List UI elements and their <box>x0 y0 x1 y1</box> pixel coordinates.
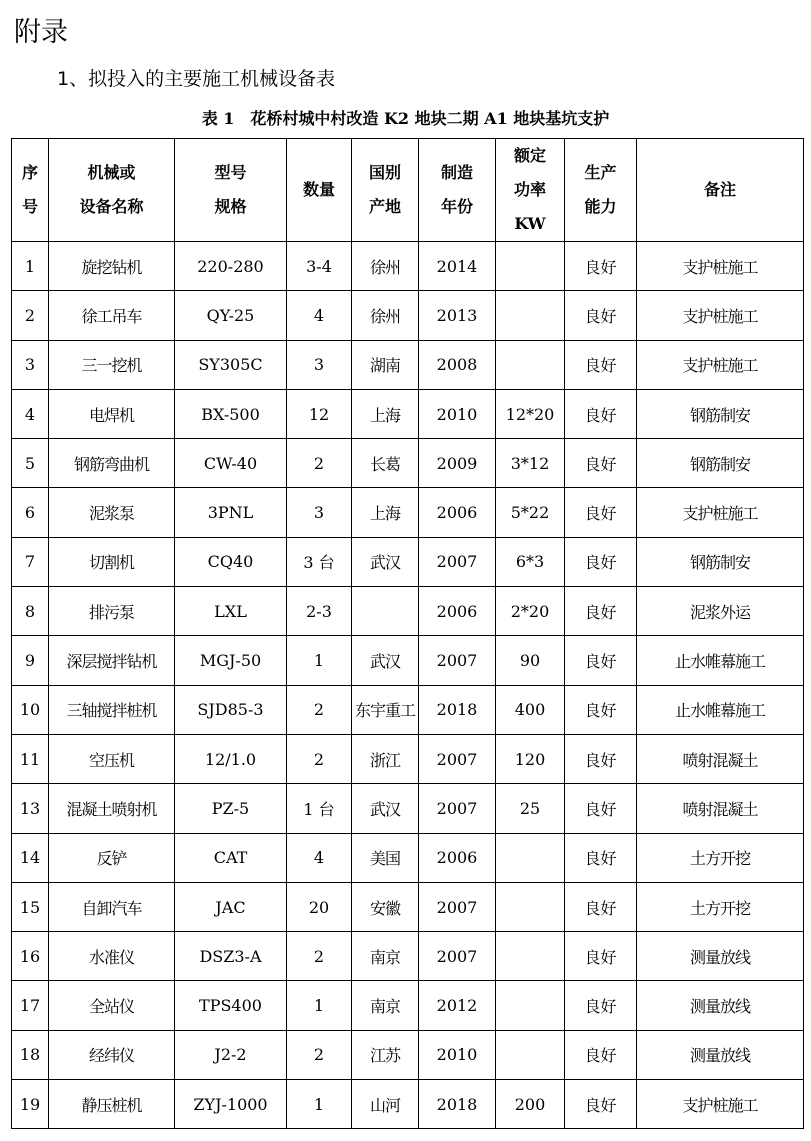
cell-year: 2007 <box>419 537 496 586</box>
cell-power <box>496 882 565 931</box>
cell-model: ZYJ-1000 <box>175 1080 287 1129</box>
cell-remarks: 支护桩施工 <box>637 488 804 537</box>
table-row <box>12 833 804 882</box>
table-row <box>12 587 804 636</box>
cell-power: 25 <box>496 784 565 833</box>
cell-model: QY-25 <box>175 291 287 340</box>
cell-index: 13 <box>12 784 49 833</box>
cell-remarks: 钢筋制安 <box>637 537 804 586</box>
cell-origin: 安徽 <box>352 882 419 931</box>
cell-power: 5*22 <box>496 488 565 537</box>
cell-quantity: 3 <box>287 340 352 389</box>
cell-quantity: 1 <box>287 1080 352 1129</box>
cell-quantity: 2 <box>287 439 352 488</box>
cell-equipment-name: 静压桩机 <box>49 1080 175 1129</box>
cell-year: 2007 <box>419 932 496 981</box>
table-body <box>12 242 804 1129</box>
cell-capacity: 良好 <box>565 734 637 783</box>
cell-year: 2010 <box>419 389 496 438</box>
cell-quantity: 1 <box>287 981 352 1030</box>
cell-equipment-name: 徐工吊车 <box>49 291 175 340</box>
cell-equipment-name: 泥浆泵 <box>49 488 175 537</box>
cell-quantity: 3-4 <box>287 242 352 291</box>
cell-power: 3*12 <box>496 439 565 488</box>
table-row <box>12 784 804 833</box>
equipment-table <box>11 138 804 1129</box>
cell-capacity: 良好 <box>565 932 637 981</box>
cell-model: J2-2 <box>175 1030 287 1079</box>
cell-equipment-name: 经纬仪 <box>49 1030 175 1079</box>
cell-origin: 湖南 <box>352 340 419 389</box>
cell-model: 12/1.0 <box>175 734 287 783</box>
cell-index: 8 <box>12 587 49 636</box>
cell-quantity: 2-3 <box>287 587 352 636</box>
cell-year: 2009 <box>419 439 496 488</box>
cell-capacity: 良好 <box>565 488 637 537</box>
table-row <box>12 291 804 340</box>
cell-equipment-name: 排污泵 <box>49 587 175 636</box>
cell-remarks: 支护桩施工 <box>637 340 804 389</box>
cell-remarks: 钢筋制安 <box>637 439 804 488</box>
cell-index: 11 <box>12 734 49 783</box>
cell-power <box>496 1030 565 1079</box>
cell-quantity: 20 <box>287 882 352 931</box>
cell-index: 15 <box>12 882 49 931</box>
cell-capacity: 良好 <box>565 439 637 488</box>
cell-remarks: 泥浆外运 <box>637 587 804 636</box>
cell-remarks: 土方开挖 <box>637 882 804 931</box>
cell-model: SY305C <box>175 340 287 389</box>
cell-quantity: 2 <box>287 932 352 981</box>
cell-year: 2006 <box>419 488 496 537</box>
cell-power: 12*20 <box>496 389 565 438</box>
cell-year: 2010 <box>419 1030 496 1079</box>
cell-origin: 武汉 <box>352 784 419 833</box>
cell-year: 2006 <box>419 587 496 636</box>
cell-power: 2*20 <box>496 587 565 636</box>
cell-quantity: 3 <box>287 488 352 537</box>
cell-year: 2014 <box>419 242 496 291</box>
table-row <box>12 242 804 291</box>
cell-index: 4 <box>12 389 49 438</box>
cell-quantity: 4 <box>287 833 352 882</box>
cell-power <box>496 833 565 882</box>
cell-remarks: 钢筋制安 <box>637 389 804 438</box>
table-row <box>12 389 804 438</box>
cell-capacity: 良好 <box>565 242 637 291</box>
cell-model: 3PNL <box>175 488 287 537</box>
table-row <box>12 340 804 389</box>
cell-index: 9 <box>12 636 49 685</box>
cell-origin: 上海 <box>352 389 419 438</box>
cell-equipment-name: 电焊机 <box>49 389 175 438</box>
cell-quantity: 2 <box>287 1030 352 1079</box>
cell-index: 16 <box>12 932 49 981</box>
table-row <box>12 488 804 537</box>
header-cell-equipment-name: 机械或 设备名称 <box>49 139 175 242</box>
cell-remarks: 支护桩施工 <box>637 1080 804 1129</box>
cell-year: 2018 <box>419 1080 496 1129</box>
cell-index: 19 <box>12 1080 49 1129</box>
header-cell-quantity: 数量 <box>287 139 352 242</box>
cell-year: 2007 <box>419 784 496 833</box>
table-row <box>12 981 804 1030</box>
header-cell-power: 额定 功率 KW <box>496 139 565 242</box>
cell-origin: 江苏 <box>352 1030 419 1079</box>
cell-power <box>496 340 565 389</box>
header-cell-capacity: 生产 能力 <box>565 139 637 242</box>
cell-capacity: 良好 <box>565 291 637 340</box>
cell-origin: 上海 <box>352 488 419 537</box>
table-row <box>12 537 804 586</box>
cell-model: MGJ-50 <box>175 636 287 685</box>
cell-year: 2007 <box>419 636 496 685</box>
cell-remarks: 喷射混凝土 <box>637 784 804 833</box>
cell-origin: 南京 <box>352 981 419 1030</box>
header-cell-origin: 国别 产地 <box>352 139 419 242</box>
cell-model: CQ40 <box>175 537 287 586</box>
cell-index: 10 <box>12 685 49 734</box>
cell-power: 400 <box>496 685 565 734</box>
cell-model: 220-280 <box>175 242 287 291</box>
cell-equipment-name: 空压机 <box>49 734 175 783</box>
cell-model: TPS400 <box>175 981 287 1030</box>
cell-year: 2018 <box>419 685 496 734</box>
cell-quantity: 1 台 <box>287 784 352 833</box>
appendix-title: 附录 <box>14 17 68 48</box>
cell-origin: 浙江 <box>352 734 419 783</box>
cell-power: 200 <box>496 1080 565 1129</box>
cell-year: 2007 <box>419 734 496 783</box>
cell-equipment-name: 混凝土喷射机 <box>49 784 175 833</box>
cell-equipment-name: 自卸汽车 <box>49 882 175 931</box>
cell-index: 6 <box>12 488 49 537</box>
cell-quantity: 2 <box>287 685 352 734</box>
cell-remarks: 测量放线 <box>637 1030 804 1079</box>
cell-capacity: 良好 <box>565 1030 637 1079</box>
cell-capacity: 良好 <box>565 833 637 882</box>
cell-index: 3 <box>12 340 49 389</box>
cell-origin: 武汉 <box>352 537 419 586</box>
cell-model: CAT <box>175 833 287 882</box>
cell-model: BX-500 <box>175 389 287 438</box>
cell-year: 2012 <box>419 981 496 1030</box>
cell-remarks: 止水帷幕施工 <box>637 685 804 734</box>
cell-equipment-name: 三轴搅拌桩机 <box>49 685 175 734</box>
cell-quantity: 1 <box>287 636 352 685</box>
cell-origin: 徐州 <box>352 242 419 291</box>
cell-power: 90 <box>496 636 565 685</box>
cell-model: SJD85-3 <box>175 685 287 734</box>
cell-index: 17 <box>12 981 49 1030</box>
cell-capacity: 良好 <box>565 981 637 1030</box>
cell-remarks: 支护桩施工 <box>637 291 804 340</box>
table-row <box>12 439 804 488</box>
cell-quantity: 12 <box>287 389 352 438</box>
section-heading: 1、拟投入的主要施工机械设备表 <box>57 68 336 90</box>
cell-power <box>496 981 565 1030</box>
cell-quantity: 4 <box>287 291 352 340</box>
cell-capacity: 良好 <box>565 340 637 389</box>
table-row <box>12 1030 804 1079</box>
cell-remarks: 支护桩施工 <box>637 242 804 291</box>
table-row <box>12 932 804 981</box>
cell-capacity: 良好 <box>565 882 637 931</box>
cell-remarks: 测量放线 <box>637 932 804 981</box>
cell-equipment-name: 深层搅拌钻机 <box>49 636 175 685</box>
cell-index: 18 <box>12 1030 49 1079</box>
cell-index: 2 <box>12 291 49 340</box>
cell-remarks: 喷射混凝土 <box>637 734 804 783</box>
cell-origin: 美国 <box>352 833 419 882</box>
table-row <box>12 685 804 734</box>
cell-year: 2013 <box>419 291 496 340</box>
cell-equipment-name: 反铲 <box>49 833 175 882</box>
cell-index: 1 <box>12 242 49 291</box>
cell-equipment-name: 三一挖机 <box>49 340 175 389</box>
header-cell-remarks: 备注 <box>637 139 804 242</box>
cell-origin: 山河 <box>352 1080 419 1129</box>
cell-year: 2007 <box>419 882 496 931</box>
header-cell-index: 序 号 <box>12 139 49 242</box>
cell-origin: 徐州 <box>352 291 419 340</box>
cell-capacity: 良好 <box>565 1080 637 1129</box>
cell-quantity: 3 台 <box>287 537 352 586</box>
cell-year: 2006 <box>419 833 496 882</box>
cell-model: CW-40 <box>175 439 287 488</box>
header-cell-model: 型号 规格 <box>175 139 287 242</box>
cell-capacity: 良好 <box>565 784 637 833</box>
cell-index: 14 <box>12 833 49 882</box>
cell-remarks: 止水帷幕施工 <box>637 636 804 685</box>
cell-capacity: 良好 <box>565 537 637 586</box>
cell-equipment-name: 钢筋弯曲机 <box>49 439 175 488</box>
cell-model: JAC <box>175 882 287 931</box>
cell-index: 5 <box>12 439 49 488</box>
cell-power <box>496 242 565 291</box>
cell-quantity: 2 <box>287 734 352 783</box>
cell-capacity: 良好 <box>565 685 637 734</box>
table-row <box>12 636 804 685</box>
cell-equipment-name: 旋挖钻机 <box>49 242 175 291</box>
cell-power <box>496 291 565 340</box>
table-caption: 表 1 花桥村城中村改造 K2 地块二期 A1 地块基坑支护 <box>201 109 610 128</box>
cell-capacity: 良好 <box>565 587 637 636</box>
cell-equipment-name: 水准仪 <box>49 932 175 981</box>
cell-origin: 武汉 <box>352 636 419 685</box>
cell-origin: 长葛 <box>352 439 419 488</box>
table-header-row <box>12 139 804 242</box>
cell-year: 2008 <box>419 340 496 389</box>
table-row <box>12 734 804 783</box>
cell-remarks: 测量放线 <box>637 981 804 1030</box>
cell-index: 7 <box>12 537 49 586</box>
cell-origin <box>352 587 419 636</box>
cell-origin: 东宇重工 <box>352 685 419 734</box>
cell-model: DSZ3-A <box>175 932 287 981</box>
cell-model: LXL <box>175 587 287 636</box>
cell-equipment-name: 切割机 <box>49 537 175 586</box>
header-cell-year: 制造 年份 <box>419 139 496 242</box>
cell-remarks: 土方开挖 <box>637 833 804 882</box>
table-row <box>12 882 804 931</box>
cell-model: PZ-5 <box>175 784 287 833</box>
cell-power: 6*3 <box>496 537 565 586</box>
table-row <box>12 1080 804 1129</box>
cell-origin: 南京 <box>352 932 419 981</box>
cell-power: 120 <box>496 734 565 783</box>
cell-capacity: 良好 <box>565 636 637 685</box>
cell-equipment-name: 全站仪 <box>49 981 175 1030</box>
cell-power <box>496 932 565 981</box>
cell-capacity: 良好 <box>565 389 637 438</box>
